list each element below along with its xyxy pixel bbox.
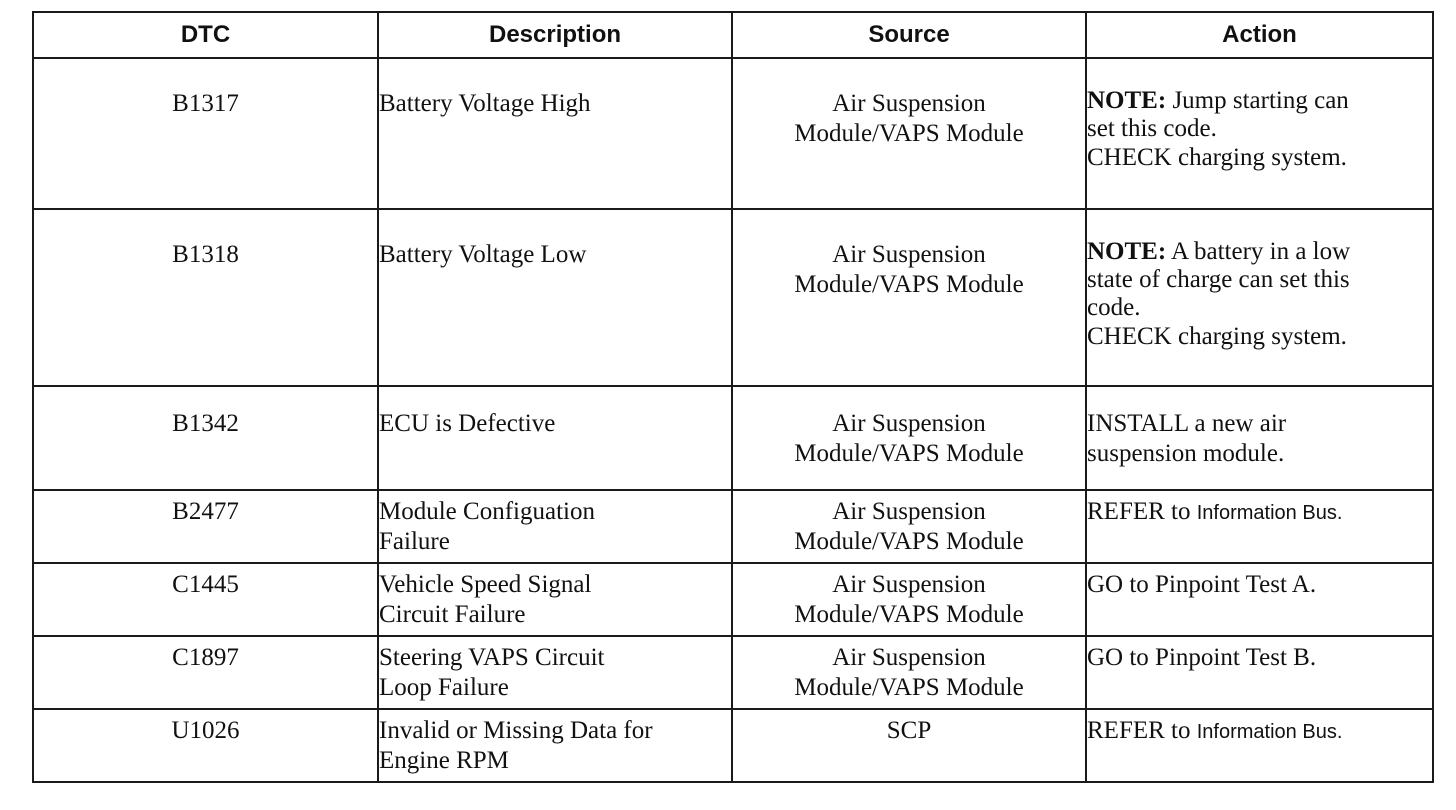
source-cell: [732, 490, 1086, 563]
information-bus-link[interactable]: Information Bus.: [1196, 502, 1343, 524]
source-line: Air Suspension: [832, 410, 986, 437]
dtc-code: U1026: [171, 717, 240, 744]
dtc-code-cell: [33, 563, 378, 636]
description-line: Failure: [379, 528, 450, 555]
action-note-line: set this code.: [1087, 115, 1217, 142]
description-cell: [378, 386, 732, 490]
dtc-code-cell: [33, 636, 378, 709]
source-line: Module/VAPS Module: [794, 271, 1024, 298]
source-cell: [732, 563, 1086, 636]
source-line: Module/VAPS Module: [794, 601, 1024, 628]
description-line: Steering VAPS Circuit: [379, 644, 605, 671]
header-description: Description: [378, 12, 732, 58]
source-line: Air Suspension: [832, 571, 986, 598]
source-line: Air Suspension: [832, 241, 986, 268]
action-prefix: REFER to: [1087, 498, 1197, 525]
action-line: CHECK charging system.: [1087, 144, 1347, 171]
description-line: ECU is Defective: [379, 410, 556, 437]
table-row: [33, 709, 1433, 782]
action-note-line: code.: [1087, 294, 1141, 321]
dtc-code-cell: [33, 709, 378, 782]
description-line: Module Configuation: [379, 498, 595, 525]
source-line: Air Suspension: [832, 644, 986, 671]
source-cell: [732, 636, 1086, 709]
action-cell: [1086, 209, 1433, 386]
table-row: [33, 386, 1433, 490]
action-prefix: REFER to: [1087, 717, 1197, 744]
action-line[interactable]: GO to Pinpoint Test B.: [1087, 644, 1317, 671]
dtc-code-cell: [33, 58, 378, 209]
action-cell: [1086, 636, 1433, 709]
action-cell: [1086, 490, 1433, 563]
description-line: Vehicle Speed Signal: [379, 571, 592, 598]
dtc-code: C1897: [172, 644, 239, 671]
description-line: Loop Failure: [379, 674, 509, 701]
source-line: Module/VAPS Module: [794, 528, 1024, 555]
action-line: suspension module.: [1087, 440, 1285, 467]
description-cell: [378, 563, 732, 636]
note-label: NOTE:: [1087, 238, 1167, 265]
source-line: Module/VAPS Module: [794, 440, 1024, 467]
table-row: [33, 563, 1433, 636]
table-row: [33, 636, 1433, 709]
table-row: [33, 209, 1433, 386]
dtc-table: [32, 11, 1434, 783]
action-line: CHECK charging system.: [1087, 323, 1347, 350]
action-note-text: Jump starting can: [1166, 87, 1349, 114]
description-cell: [378, 636, 732, 709]
source-cell: [732, 58, 1086, 209]
action-cell: [1086, 58, 1433, 209]
description-line: Engine RPM: [379, 747, 509, 774]
action-note-line: [1087, 238, 1432, 266]
source-line: Air Suspension: [832, 90, 986, 117]
header-row: [33, 12, 1433, 58]
header-action: Action: [1086, 12, 1433, 58]
source-cell: [732, 709, 1086, 782]
source-line: Air Suspension: [832, 498, 986, 525]
dtc-code: B2477: [172, 498, 239, 525]
action-cell: [1086, 563, 1433, 636]
header-source: Source: [732, 12, 1086, 58]
source-cell: [732, 386, 1086, 490]
source-line: SCP: [886, 717, 932, 744]
action-cell: [1086, 386, 1433, 490]
information-bus-link[interactable]: Information Bus.: [1196, 721, 1343, 743]
description-line: Battery Voltage Low: [379, 241, 587, 268]
action-line: [1087, 497, 1432, 528]
action-line: INSTALL a new air: [1087, 410, 1287, 437]
action-line[interactable]: GO to Pinpoint Test A.: [1087, 571, 1317, 598]
dtc-code-cell: [33, 386, 378, 490]
note-label: NOTE:: [1087, 87, 1167, 114]
description-cell: [378, 209, 732, 386]
dtc-code: B1342: [172, 410, 239, 437]
description-cell: [378, 58, 732, 209]
description-line: Battery Voltage High: [379, 90, 591, 117]
action-note-line: state of charge can set this: [1087, 266, 1350, 293]
source-line: Module/VAPS Module: [794, 120, 1024, 147]
dtc-code: B1318: [172, 241, 239, 268]
action-note-text: A battery in a low: [1166, 238, 1351, 265]
dtc-code-cell: [33, 209, 378, 386]
action-note-line: [1087, 87, 1432, 115]
table-row: [33, 58, 1433, 209]
table-row: [33, 490, 1433, 563]
action-line: [1087, 716, 1432, 747]
header-dtc: DTC: [33, 12, 378, 58]
dtc-code-cell: [33, 490, 378, 563]
description-cell: [378, 709, 732, 782]
description-line: Invalid or Missing Data for: [379, 717, 653, 744]
description-line: Circuit Failure: [379, 601, 526, 628]
action-cell: [1086, 709, 1433, 782]
description-cell: [378, 490, 732, 563]
source-cell: [732, 209, 1086, 386]
dtc-code: B1317: [172, 90, 239, 117]
source-line: Module/VAPS Module: [794, 674, 1024, 701]
dtc-code: C1445: [172, 571, 239, 598]
